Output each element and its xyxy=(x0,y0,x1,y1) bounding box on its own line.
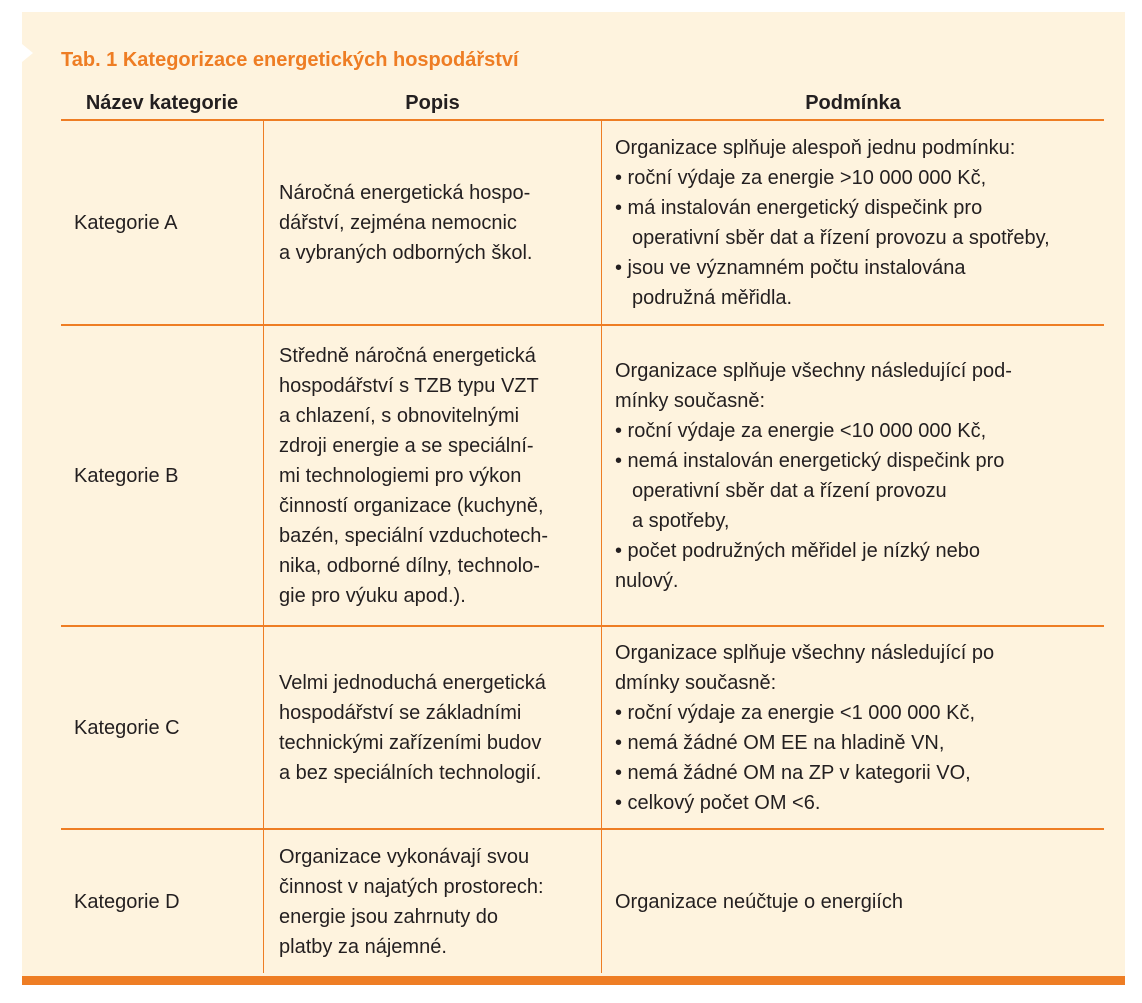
condition-line: • nemá žádné OM EE na hladině VN, xyxy=(615,731,945,754)
category-name: Kategorie C xyxy=(74,716,180,739)
description-line: energie jsou zahrnuty do xyxy=(279,905,499,928)
category-name-cell xyxy=(61,121,263,324)
table-row xyxy=(61,627,1104,830)
description-line: Středně náročná energetická xyxy=(279,344,536,367)
condition-line: • celkový počet OM <6. xyxy=(615,791,821,814)
table-header-row xyxy=(61,87,1104,121)
table-caption: Tab. 1 Kategorizace energetických hospodářství xyxy=(61,49,519,71)
category-name-cell xyxy=(61,627,263,828)
description-cell xyxy=(264,121,601,324)
condition-line: dmínky současně: xyxy=(615,671,777,694)
description-line: činnost v najatých prostorech: xyxy=(279,875,544,898)
category-name-cell xyxy=(61,830,263,973)
condition-line: Organizace splňuje všechny následující pod- xyxy=(615,359,1012,382)
condition-cell xyxy=(602,326,1104,625)
category-name: Kategorie D xyxy=(74,890,180,913)
description-line: mi technologiemi pro výkon xyxy=(279,464,522,487)
bottom-rule xyxy=(22,976,1125,985)
column-header-podminka: Podmínka xyxy=(805,92,901,114)
column-header-name: Název kategorie xyxy=(85,92,239,114)
description-line: a chlazení, s obnovitelnými xyxy=(279,404,520,427)
condition-line: operativní sběr dat a řízení provozu xyxy=(632,479,947,502)
condition-line: • roční výdaje za energie >10 000 000 Kč, xyxy=(615,166,987,189)
column-header-popis: Popis xyxy=(405,92,460,114)
condition-cell xyxy=(602,627,1104,828)
condition-line: • roční výdaje za energie <1 000 000 Kč, xyxy=(615,701,976,724)
description-line: platby za nájemné. xyxy=(279,935,447,958)
condition-line: • má instalován energetický dispečink pro xyxy=(615,196,983,219)
category-name: Kategorie B xyxy=(74,464,179,487)
category-name-cell xyxy=(61,326,263,625)
description-line: zdroji energie a se speciální- xyxy=(279,434,534,457)
condition-cell xyxy=(602,830,1104,973)
description-line: hospodářství se základními xyxy=(279,701,522,724)
condition-line: podružná měřidla. xyxy=(632,286,793,309)
description-line: Náročná energetická hospo- xyxy=(279,181,531,204)
description-cell xyxy=(264,627,601,828)
condition-line: • počet podružných měřidel je nízký nebo xyxy=(615,539,980,562)
condition-cell xyxy=(602,121,1104,324)
table-row xyxy=(61,121,1104,326)
description-line: bazén, speciální vzduchotech- xyxy=(279,524,549,547)
condition-line: mínky současně: xyxy=(615,389,766,412)
description-line: gie pro výuku apod.). xyxy=(279,584,466,607)
condition-line: operativní sběr dat a řízení provozu a spotřeby, xyxy=(632,226,1050,249)
condition-line: • nemá žádné OM na ZP v kategorii VO, xyxy=(615,761,971,784)
description-line: nika, odborné dílny, technolo- xyxy=(279,554,540,577)
condition-line: Organizace splňuje alespoň jednu podmínku: xyxy=(615,136,1016,159)
description-line: a bez speciálních technologií. xyxy=(279,761,542,784)
condition-line: Organizace neúčtuje o energiích xyxy=(615,890,903,913)
condition-line: • jsou ve významném počtu instalována xyxy=(615,256,966,279)
condition-line: nulový. xyxy=(615,569,679,592)
condition-line: • roční výdaje za energie <10 000 000 Kč, xyxy=(615,419,987,442)
condition-line: • nemá instalován energetický dispečink pro xyxy=(615,449,1005,472)
description-line: dářství, zejména nemocnic xyxy=(279,211,517,234)
description-line: činností organizace (kuchyně, xyxy=(279,494,544,517)
condition-line: Organizace splňuje všechny následující po xyxy=(615,641,995,664)
description-line: Velmi jednoduchá energetická xyxy=(279,671,546,694)
description-line: technickými zařízeními budov xyxy=(279,731,542,754)
caption-marker xyxy=(22,44,33,62)
category-name: Kategorie A xyxy=(74,211,178,234)
description-line: hospodářství s TZB typu VZT xyxy=(279,374,539,397)
description-cell xyxy=(264,326,601,625)
table-row xyxy=(61,326,1104,627)
condition-line: a spotřeby, xyxy=(632,509,730,532)
description-line: Organizace vykonávají svou xyxy=(279,845,530,868)
description-cell xyxy=(264,830,601,973)
description-line: a vybraných odborných škol. xyxy=(279,241,533,264)
table-row xyxy=(61,830,1104,973)
